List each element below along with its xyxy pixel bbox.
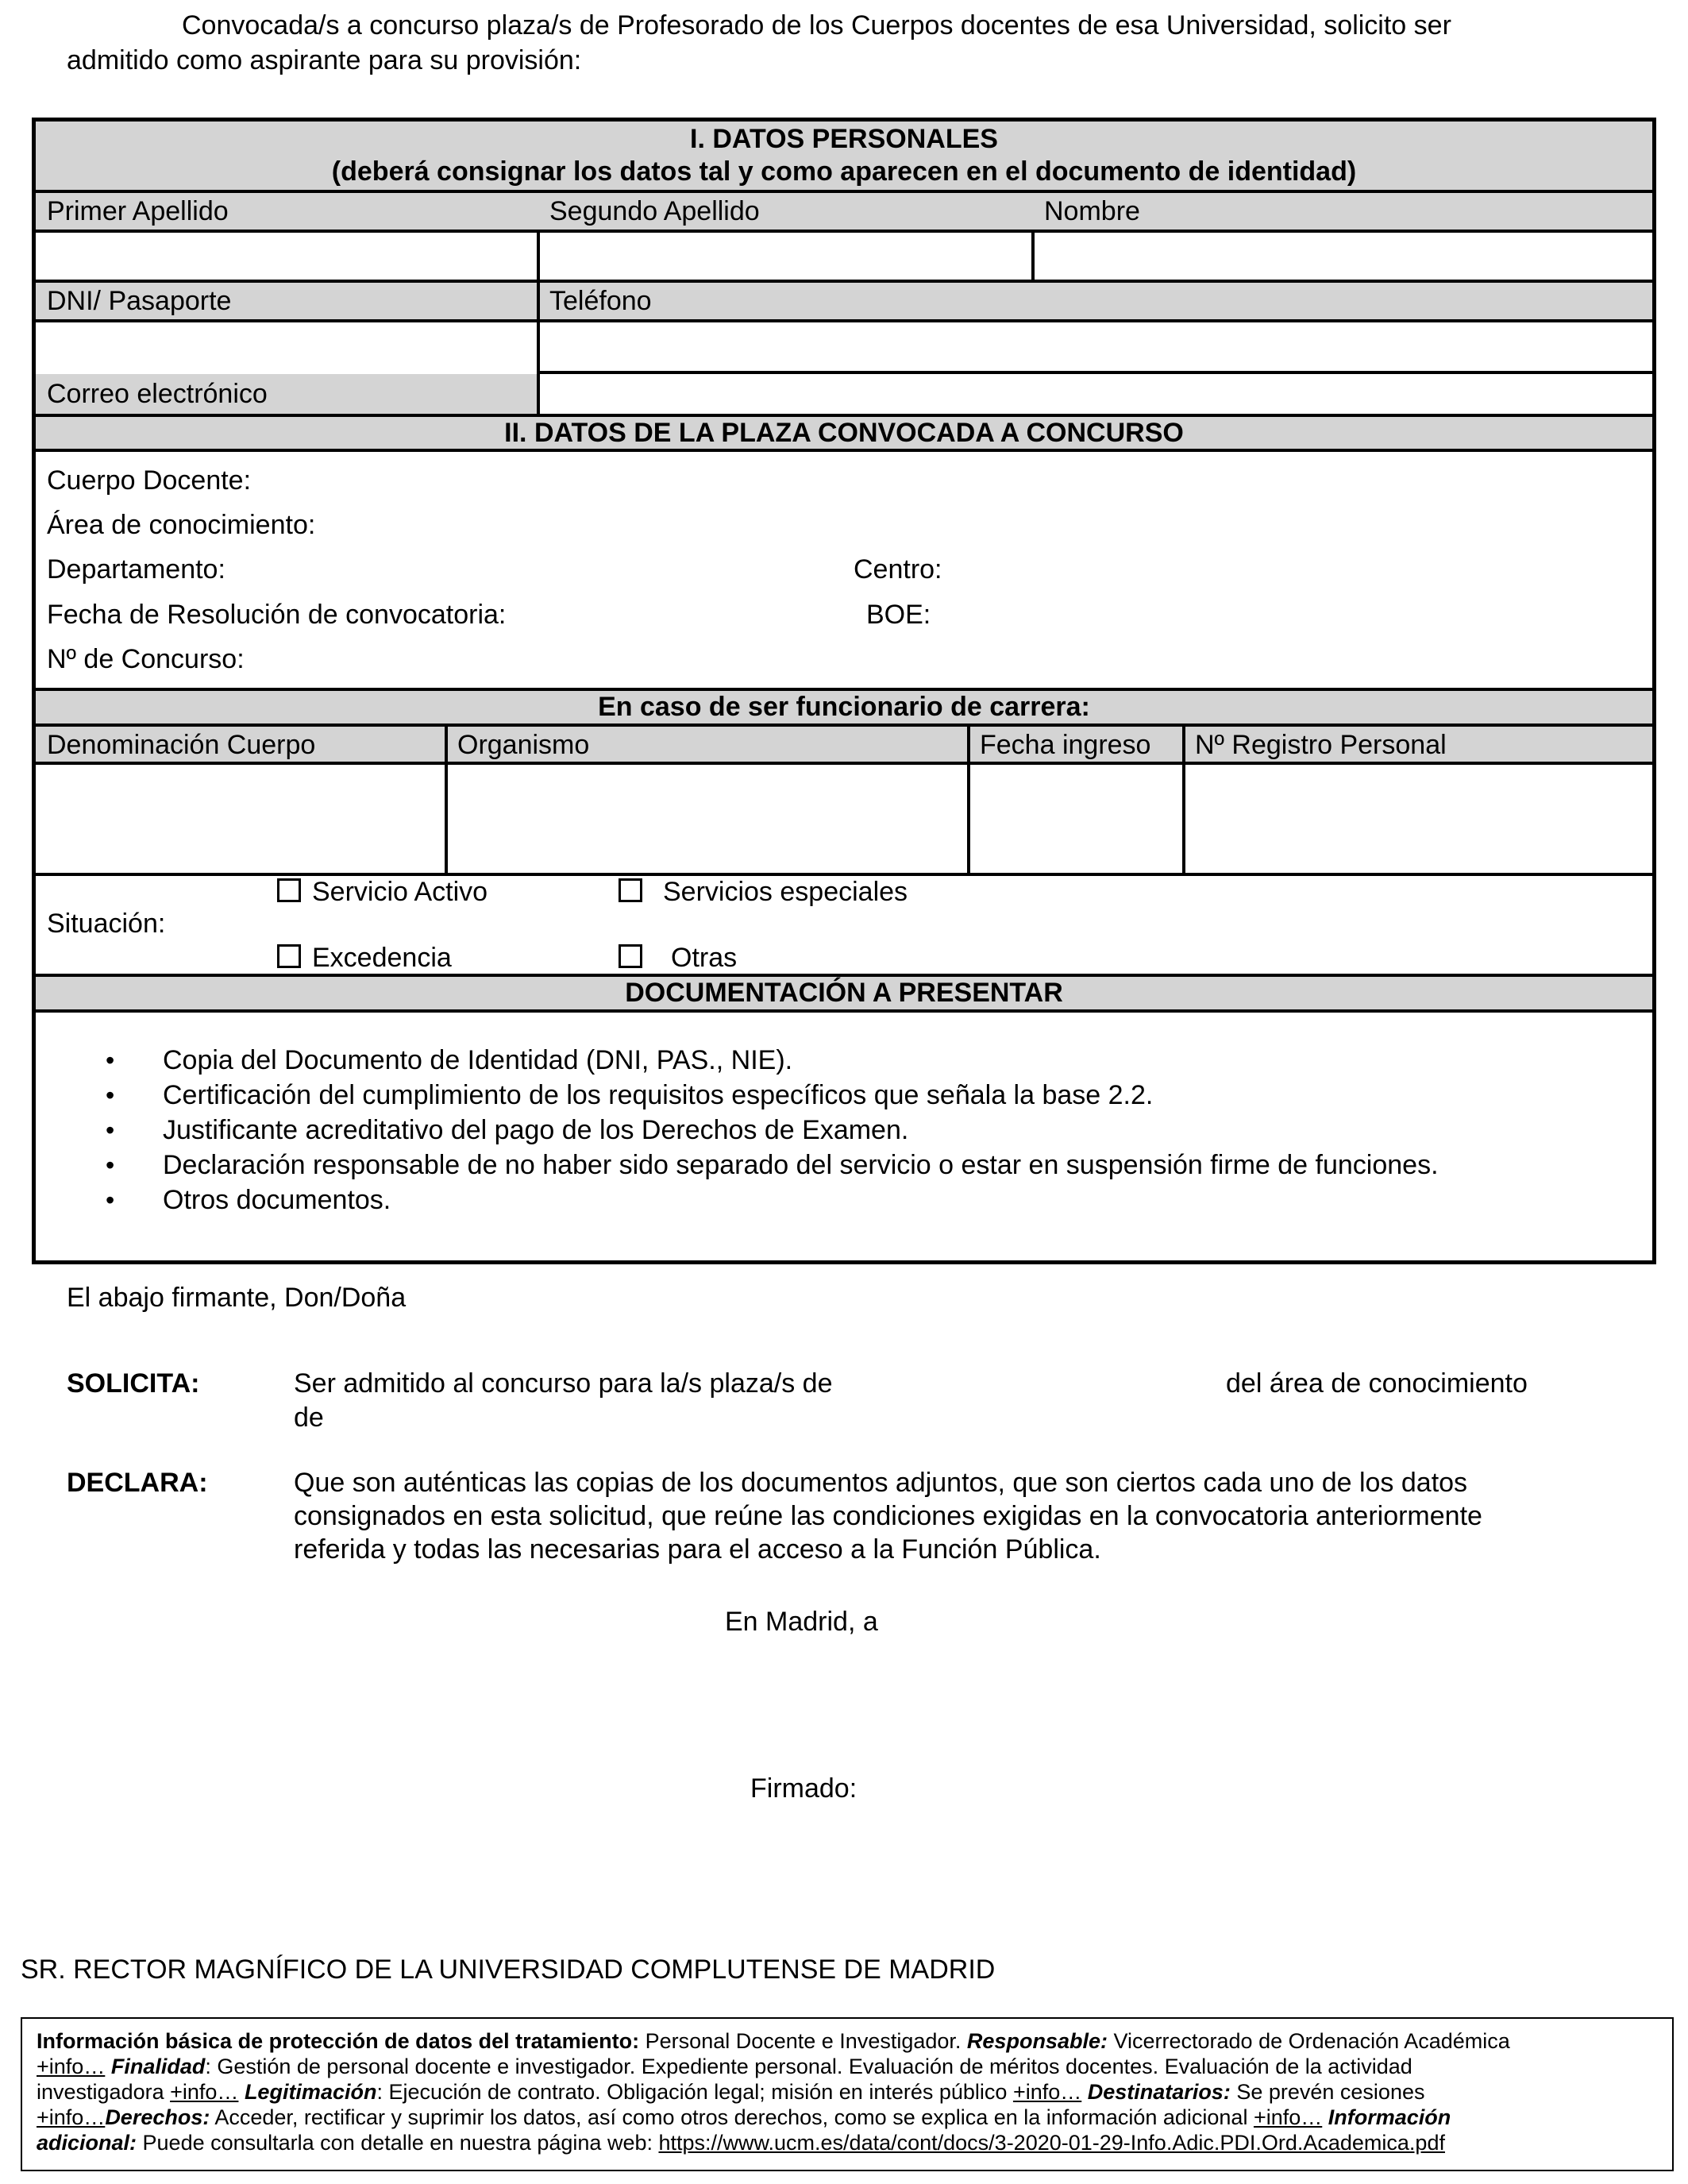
segundo-apellido-field[interactable] xyxy=(540,233,1031,280)
section1-label-row-2 xyxy=(36,283,1652,319)
declara-line-3: referida y todas las necesarias para el acceso a la Función Pública. xyxy=(294,1534,1101,1565)
rule xyxy=(36,190,1652,193)
solicita-label: SOLICITA: xyxy=(67,1368,200,1399)
intro-line-2: admitido como aspirante para su provisión: xyxy=(67,45,582,75)
list-item: • Copia del Documento de Identidad (DNI, PAS., NIE). xyxy=(36,1043,1624,1078)
privacy-text: : Gestión de personal docente e investigador. Expediente personal. Evaluación de méritos docentes. Evaluación de la actividad xyxy=(205,2055,1412,2078)
privacy-text: Personal Docente e Investigador. xyxy=(639,2029,967,2053)
servicios-especiales-label: Servicios especiales xyxy=(663,877,908,907)
list-item: • Justificante acreditativo del pago de los Derechos de Examen. xyxy=(36,1113,1624,1148)
dni-field[interactable] xyxy=(36,322,537,374)
privacy-informacion-label: Información xyxy=(1328,2105,1451,2129)
fecha-resolucion-label: Fecha de Resolución de convocatoria: xyxy=(47,600,507,630)
boe-label: BOE: xyxy=(866,600,931,630)
denominacion-label: Denominación Cuerpo xyxy=(47,730,316,760)
otras-label: Otras xyxy=(671,943,738,973)
documentacion-list xyxy=(36,1043,1624,1217)
rule xyxy=(36,280,1652,283)
centro-label: Centro: xyxy=(854,554,942,585)
registro-label: Nº Registro Personal xyxy=(1195,730,1447,760)
correo-field[interactable] xyxy=(540,374,1652,414)
segundo-apellido-label: Segundo Apellido xyxy=(549,196,760,226)
list-item: • Certificación del cumplimiento de los requisitos específicos que señala la base 2.2. xyxy=(36,1078,1624,1113)
fecha-ingreso-label: Fecha ingreso xyxy=(980,730,1151,760)
list-item: • Declaración responsable de no haber sido separado del servicio o estar en suspensión firme de funciones. xyxy=(36,1148,1624,1183)
info-link[interactable]: +info… xyxy=(1253,2105,1323,2129)
privacy-line-5 xyxy=(37,2130,1658,2155)
intro-paragraph xyxy=(67,8,1575,78)
privacy-text: Acceder, rectificar y suprimir los datos, así como otros derechos, como se explica en la información adicional xyxy=(210,2105,1254,2129)
privacy-text: investigadora xyxy=(37,2080,171,2104)
privacy-url-link[interactable]: https://www.ucm.es/data/cont/docs/3-2020-01-29-Info.Adic.PDI.Ord.Academica.pdf xyxy=(658,2131,1445,2155)
nombre-field[interactable] xyxy=(1035,233,1652,280)
num-concurso-label: Nº de Concurso: xyxy=(47,644,245,674)
fecha-ingreso-field[interactable] xyxy=(970,765,1182,873)
servicio-activo-checkbox[interactable] xyxy=(277,878,301,902)
privacy-heading: Información básica de protección de datos del tratamiento: xyxy=(37,2029,640,2053)
privacy-notice xyxy=(21,2017,1674,2171)
privacy-text: Vicerrectorado de Ordenación Académica xyxy=(1107,2029,1510,2053)
lugar-fecha: En Madrid, a xyxy=(725,1607,878,1637)
excedencia-checkbox[interactable] xyxy=(277,944,301,968)
telefono-label: Teléfono xyxy=(549,286,652,316)
privacy-text: Se prevén cesiones xyxy=(1230,2080,1425,2104)
section1-subtitle: (deberá consignar los datos tal y como aparecen en el documento de identidad) xyxy=(331,156,1357,187)
rule xyxy=(36,449,1652,452)
servicios-especiales-checkbox[interactable] xyxy=(619,878,642,902)
section1-label-row-1 xyxy=(36,193,1652,230)
registro-field[interactable] xyxy=(1185,765,1652,873)
privacy-finalidad-label: Finalidad xyxy=(110,2055,206,2078)
documentacion-title: DOCUMENTACIÓN A PRESENTAR xyxy=(625,978,1063,1008)
info-link[interactable]: +info… xyxy=(1012,2080,1082,2104)
intro-line-1: Convocada/s a concurso plaza/s de Profesorado de los Cuerpos docentes de esa Universidad, solicito ser xyxy=(182,10,1451,41)
servicio-activo-label: Servicio Activo xyxy=(312,877,488,907)
declara-line-1: Que son auténticas las copias de los documentos adjuntos, que son ciertos cada uno de los datos xyxy=(294,1468,1468,1498)
privacy-adicional-label: adicional: xyxy=(37,2131,137,2155)
destinatario: SR. RECTOR MAGNÍFICO DE LA UNIVERSIDAD COMPLUTENSE DE MADRID xyxy=(21,1954,996,1985)
solicita-text-2: del área de conocimiento xyxy=(1226,1368,1528,1399)
area-label: Área de conocimiento: xyxy=(47,510,316,540)
otras-checkbox[interactable] xyxy=(619,944,642,968)
firmante-text: El abajo firmante, Don/Doña xyxy=(67,1283,407,1313)
privacy-line-4 xyxy=(37,2105,1658,2130)
privacy-derechos-label: Derechos: xyxy=(105,2105,210,2129)
denominacion-field[interactable] xyxy=(36,765,445,873)
application-form xyxy=(32,118,1656,1264)
solicita-text-3: de xyxy=(294,1403,324,1433)
info-link[interactable]: +info… xyxy=(37,2105,106,2129)
correo-label: Correo electrónico xyxy=(47,379,268,409)
primer-apellido-field[interactable] xyxy=(36,233,537,280)
privacy-text: : Ejecución de contrato. Obligación legal; misión en interés público xyxy=(376,2080,1013,2104)
privacy-line-3 xyxy=(37,2079,1658,2105)
primer-apellido-label: Primer Apellido xyxy=(47,196,229,226)
excedencia-label: Excedencia xyxy=(312,943,452,973)
privacy-line-1 xyxy=(37,2028,1658,2054)
privacy-text: Puede consultarla con detalle en nuestra página web: xyxy=(137,2131,659,2155)
privacy-legitimacion-label: Legitimación xyxy=(244,2080,377,2104)
list-item: • Otros documentos. xyxy=(36,1183,1624,1217)
info-link[interactable]: +info… xyxy=(37,2055,106,2078)
rule xyxy=(36,1009,1652,1013)
situacion-label: Situación: xyxy=(47,909,166,939)
privacy-responsable-label: Responsable: xyxy=(966,2029,1108,2053)
privacy-destinatarios-label: Destinatarios: xyxy=(1087,2080,1231,2104)
privacy-line-2 xyxy=(37,2054,1658,2079)
organismo-field[interactable] xyxy=(448,765,967,873)
rule xyxy=(36,723,1652,727)
cuerpo-docente-label: Cuerpo Docente: xyxy=(47,465,252,496)
solicita-text-1: Ser admitido al concurso para la/s plaza/s de xyxy=(294,1368,833,1399)
info-link[interactable]: +info… xyxy=(170,2080,239,2104)
section1-title: I. DATOS PERSONALES xyxy=(690,124,998,154)
telefono-field[interactable] xyxy=(540,322,1652,371)
section2-title: II. DATOS DE LA PLAZA CONVOCADA A CONCURSO xyxy=(504,418,1184,448)
nombre-label: Nombre xyxy=(1044,196,1140,226)
departamento-label: Departamento: xyxy=(47,554,225,585)
firmado-label: Firmado: xyxy=(750,1773,857,1804)
declara-line-2: consignados en esta solicitud, que reúne las condiciones exigidas en la convocatoria anteriormente xyxy=(294,1501,1482,1531)
dni-label: DNI/ Pasaporte xyxy=(47,286,232,316)
declara-label: DECLARA: xyxy=(67,1468,208,1498)
funcionario-title: En caso de ser funcionario de carrera: xyxy=(598,692,1090,722)
organismo-label: Organismo xyxy=(457,730,590,760)
